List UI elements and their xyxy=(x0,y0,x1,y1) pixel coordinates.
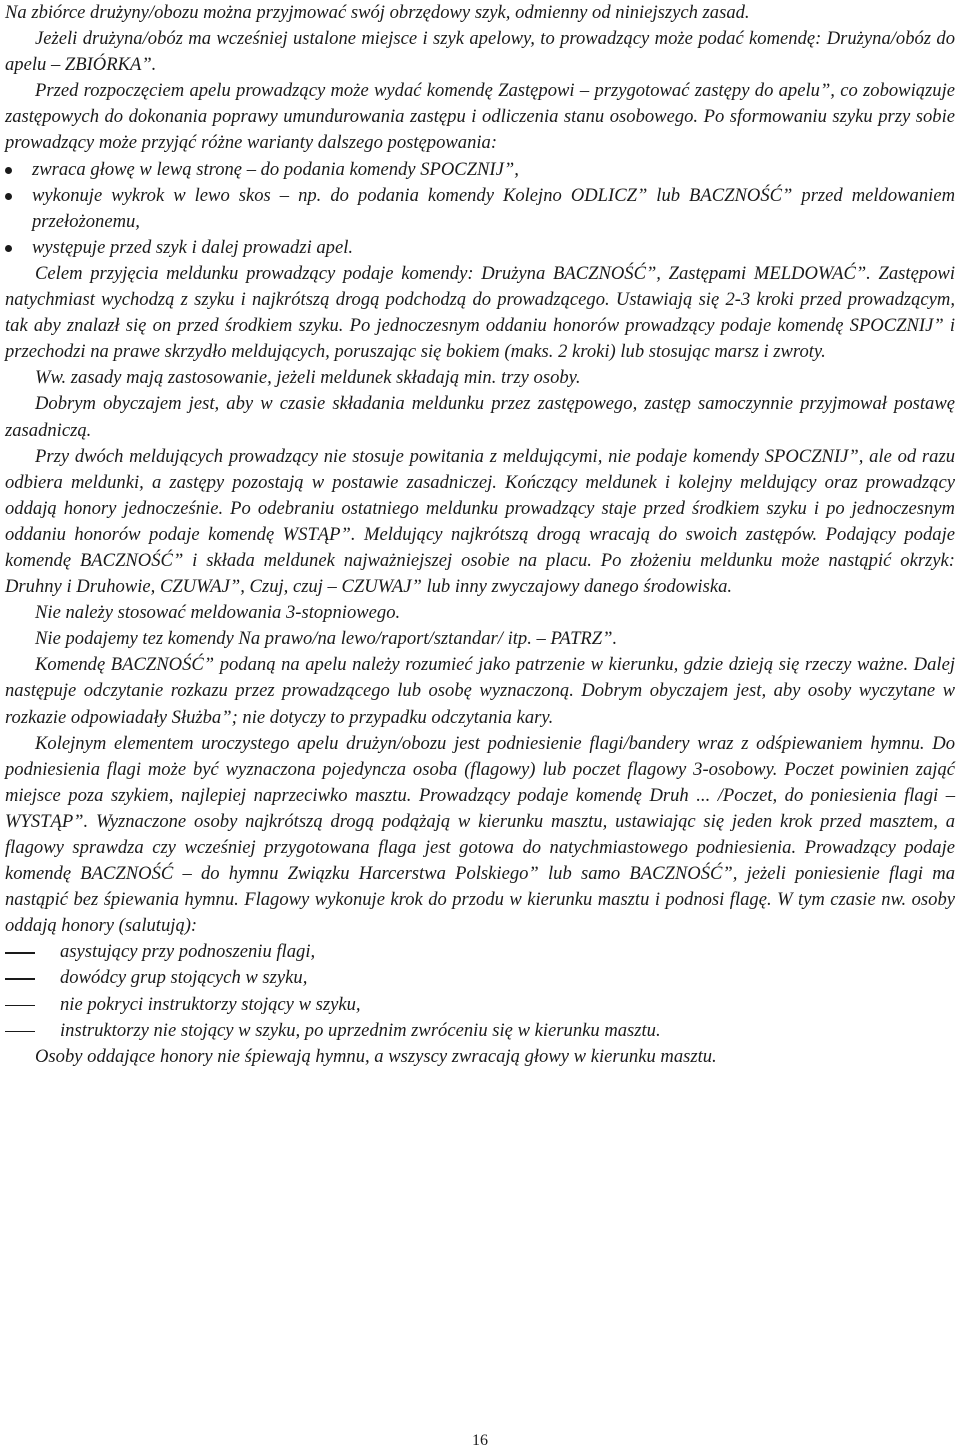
paragraph: Jeżeli drużyna/obóz ma wcześniej ustalone miejsce i szyk apelowy, to prowadzący może podać komendę: Drużyna/obóz do apelu – ZBIÓRKA”. xyxy=(5,28,955,76)
dash-list xyxy=(5,939,955,1043)
dash-item: nie pokryci instruktorzy stojący w szyku, xyxy=(5,992,955,1018)
dash-item: dowódcy grup stojących w szyku, xyxy=(5,965,955,991)
closing-paragraph: Osoby oddające honory nie śpiewają hymnu, a wszyscy zwracają głowy w kierunku masztu. xyxy=(35,1045,717,1067)
bullet-item: występuje przed szyk i dalej prowadzi apel. xyxy=(5,235,955,261)
paragraph: Przy dwóch meldujących prowadzący nie stosuje powitania z meldującymi, nie podaje komendy SPOCZNIJ”, ale od razu odbiera meldunki, a zastępy pozostają w postawie zasadniczej. Kończący meldunek i kolejny meldujący oraz prowadzący oddają honory jednocześnie. Po odebraniu ostatniego meldunku prowadzący staje przed środkiem szyku i po jednoczesnym oddaniu honorów podaje komendę WSTĄP”. Meldujący najkrótszą drogą wracają do swoich zastępów. Podający podaje komendę BACZNOŚĆ” i składa meldunek najważniejszej osobie na placu. Po złożeniu meldunku może nastąpić okrzyk: Druhny i Druhowie, CZUWAJ”, Czuj, czuj – CZUWAJ” lub inny zwyczajowy danego środowiska. xyxy=(5,445,955,598)
paragraph: Dobrym obyczajem jest, aby w czasie składania meldunku przez zastępowego, zastęp samoczynnie przyjmował postawę zasadniczą. xyxy=(5,393,955,441)
document-page xyxy=(5,0,955,1070)
page-number: 16 xyxy=(472,1432,488,1449)
paragraph: Nie należy stosować meldowania 3-stopniowego. xyxy=(35,602,401,624)
paragraph: Przed rozpoczęciem apelu prowadzący może wydać komendę Zastępowi – przygotować zastępy do apelu”, co zobowiązuje zastępowych do dokonania poprawy umundurowania zastępu i odliczenia stanu osobowego. Po sformowaniu szyku przy sobie prowadzący może przyjąć różne warianty dalszego postępowania: xyxy=(5,80,955,154)
paragraph: Na zbiórce drużyny/obozu można przyjmować swój obrzędowy szyk, odmienny od niniejszych zasad. xyxy=(5,2,750,23)
paragraph: Komendę BACZNOŚĆ” podaną na apelu należy rozumieć jako patrzenie w kierunku, gdzie dzieją się rzeczy ważne. Dalej następuje odczytanie rozkazu przez prowadzącego lub osobę wyznaczoną. Dobrym obyczajem jest, aby osoby wyczytane w rozkazie odpowiadały Służba”; nie dotyczy to przypadku odczytania kary. xyxy=(5,654,955,728)
paragraph: Nie podajemy tez komendy Na prawo/na lewo/raport/sztandar/ itp. – PATRZ”. xyxy=(35,628,618,650)
paragraph: Ww. zasady mają zastosowanie, jeżeli meldunek składają min. trzy osoby. xyxy=(35,367,581,389)
dash-item: instruktorzy nie stojący w szyku, po uprzednim zwróceniu się w kierunku masztu. xyxy=(5,1018,955,1044)
paragraph: Kolejnym elementem uroczystego apelu drużyn/obozu jest podniesienie flagi/bandery wraz z odśpiewaniem hymnu. Do podniesienia flagi może być wyznaczona pojedyncza osoba (flagowy) lub poczet flagowy 3-osobowy. Poczet powinien zająć miejsce poza szykiem, najlepiej naprzeciwko masztu. Prowadzący podaje komendę Druh ... /Poczet, do poniesienia flagi – WYSTĄP”. Wyznaczone osoby najkrótszą drogą podążają w kierunku masztu, ustawiając się jeden krok przed masztem, a flagowy sprawdza czy wcześniej przygotowana flaga jest gotowa do natychmiastowego podniesienia. Prowadzący podaje komendę BACZNOŚĆ – do hymnu Związku Harcerstwa Polskiego” lub samo BACZNOŚĆ”, jeżeli poniesienie flagi ma nastąpić bez śpiewania hymnu. Flagowy wykonuje krok do przodu w kierunku masztu i podnosi flagę. W tym czasie nw. osoby oddają honory (salutują): xyxy=(5,732,955,937)
bullet-item: wykonuje wykrok w lewo skos – np. do podania komendy Kolejno ODLICZ” lub BACZNOŚĆ” przed meldowaniem przełożonemu, xyxy=(5,183,955,235)
dash-item: asystujący przy podnoszeniu flagi, xyxy=(5,939,955,965)
paragraph: Celem przyjęcia meldunku prowadzący podaje komendy: Drużyna BACZNOŚĆ”, Zastępami MELDOWAĆ”. Zastępowi natychmiast wychodzą z szyku i najkrótszą drogą podchodzą do prowadzącego. Ustawiają się 2-3 kroki przed prowadzącym, tak aby znalazł się on przed środkiem szyku. Po jednoczesnym oddaniu honorów prowadzący podaje komendę SPOCZNIJ” i przechodzi na prawe skrzydło meldujących, poruszając się bokiem (maks. 2 kroki) lub stosując marsz i zwroty. xyxy=(5,262,955,363)
bullet-list xyxy=(5,157,955,261)
bullet-item: zwraca głowę w lewą stronę – do podania komendy SPOCZNIJ”, xyxy=(5,157,955,183)
